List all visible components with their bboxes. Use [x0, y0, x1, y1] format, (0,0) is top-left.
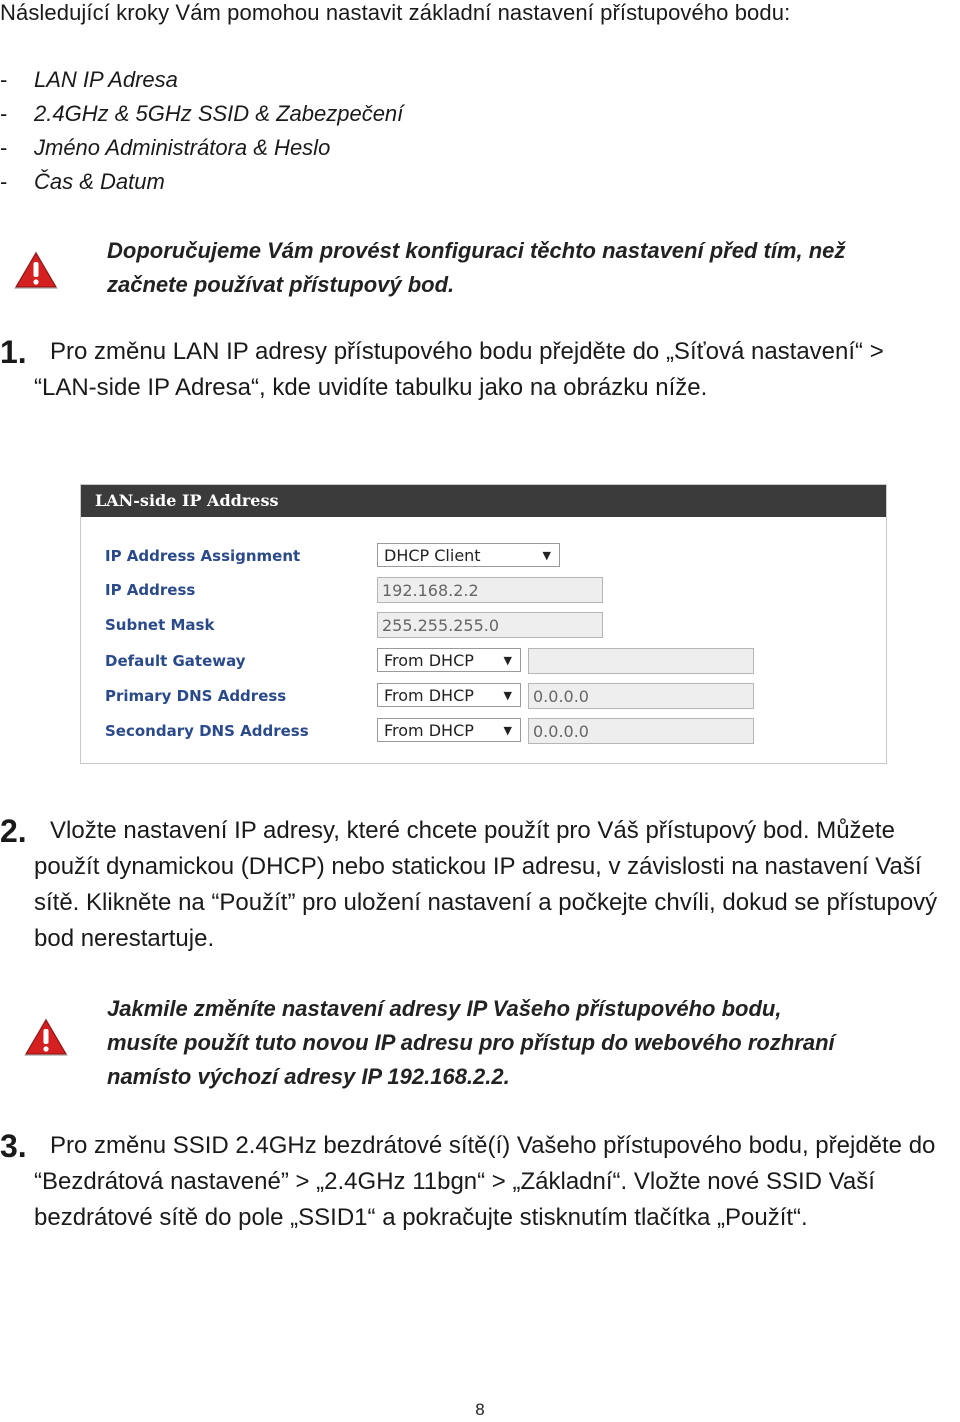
- step-3: [0, 1128, 956, 1236]
- warning-triangle-icon: [22, 1015, 70, 1059]
- secondary-dns-select[interactable]: From DHCP ▼: [377, 718, 521, 742]
- warning-note: Doporučujeme Vám provést konfiguraci těchto nastavení před tím, než začnete používat přístupový bod.: [107, 238, 846, 297]
- step-2: [0, 813, 956, 957]
- step-text: Pro změnu SSID 2.4GHz bezdrátové sítě(í) Vašeho přístupového bodu, přejděte do “Bezdrátová nastavené” > „2.4GHz 11bgn“ > „Základní“. Vložte nové SSID Vaší bezdrátové sítě do pole „SSID1“ a pokračujte stisknutím tlačítka „Použít“.: [34, 1132, 936, 1231]
- subnet-mask-field[interactable]: 255.255.255.0: [377, 612, 603, 638]
- step-text: Vložte nastavení IP adresy, které chcete použít pro Váš přístupový bod. Můžete použít dynamickou (DHCP) nebo statickou IP adresu, v závislosti na nastavení Vaší sítě. Klikněte na “Použít” pro uložení nastavení a počkejte chvíli, dokud se přístupový bod nerestartuje.: [34, 817, 938, 952]
- field-label: Primary DNS Address: [105, 687, 287, 705]
- field-label: IP Address: [105, 581, 196, 599]
- field-label: Subnet Mask: [105, 616, 215, 634]
- secondary-dns-field[interactable]: 0.0.0.0: [528, 718, 754, 744]
- settings-list: [0, 66, 403, 202]
- default-gateway-row: [105, 648, 865, 676]
- warning-note: Jakmile změníte nastavení adresy IP Vašeho přístupového bodu, musíte použít tuto novou IP adresu pro přístup do webového rozhraní namísto výchozí adresy IP 192.168.2.2.: [107, 996, 835, 1089]
- primary-dns-field[interactable]: 0.0.0.0: [528, 683, 754, 709]
- page-number: 8: [475, 1400, 485, 1419]
- subnet-mask-row: [105, 612, 865, 640]
- default-gateway-select[interactable]: From DHCP ▼: [377, 648, 521, 672]
- step-1: [0, 334, 914, 406]
- ip-assignment-row: [105, 543, 865, 571]
- ip-address-field[interactable]: 192.168.2.2: [377, 577, 603, 603]
- panel-title: LAN-side IP Address: [81, 485, 886, 517]
- ip-address-row: [105, 577, 865, 605]
- field-label: Secondary DNS Address: [105, 722, 309, 740]
- field-label: Default Gateway: [105, 652, 246, 670]
- chevron-down-icon: ▼: [503, 724, 512, 737]
- secondary-dns-row: [105, 718, 865, 746]
- ip-assignment-select[interactable]: DHCP Client ▼: [377, 543, 560, 567]
- primary-dns-select[interactable]: From DHCP ▼: [377, 683, 521, 707]
- chevron-down-icon: ▼: [542, 549, 551, 562]
- step-number: 2.: [0, 813, 27, 849]
- step-number: 1.: [0, 334, 27, 370]
- step-text: Pro změnu LAN IP adresy přístupového bodu přejděte do „Síťová nastavení“ > “LAN-side IP Adresa“, kde uvidíte tabulku jako na obrázku níže.: [34, 338, 884, 401]
- field-label: IP Address Assignment: [105, 547, 301, 565]
- list-item: - LAN IP Adresa: [0, 67, 178, 92]
- chevron-down-icon: ▼: [503, 689, 512, 702]
- list-item: - Jméno Administrátora & Heslo: [0, 135, 331, 160]
- warning-triangle-icon: [12, 248, 60, 292]
- chevron-down-icon: ▼: [503, 654, 512, 667]
- lan-ip-settings-panel: [80, 484, 887, 764]
- default-gateway-field[interactable]: [528, 648, 754, 674]
- list-item: - Čas & Datum: [0, 169, 165, 194]
- intro-text: Následující kroky Vám pomohou nastavit základní nastavení přístupového bodu:: [0, 0, 791, 25]
- list-item: - 2.4GHz & 5GHz SSID & Zabezpečení: [0, 101, 404, 126]
- primary-dns-row: [105, 683, 865, 711]
- step-number: 3.: [0, 1128, 27, 1164]
